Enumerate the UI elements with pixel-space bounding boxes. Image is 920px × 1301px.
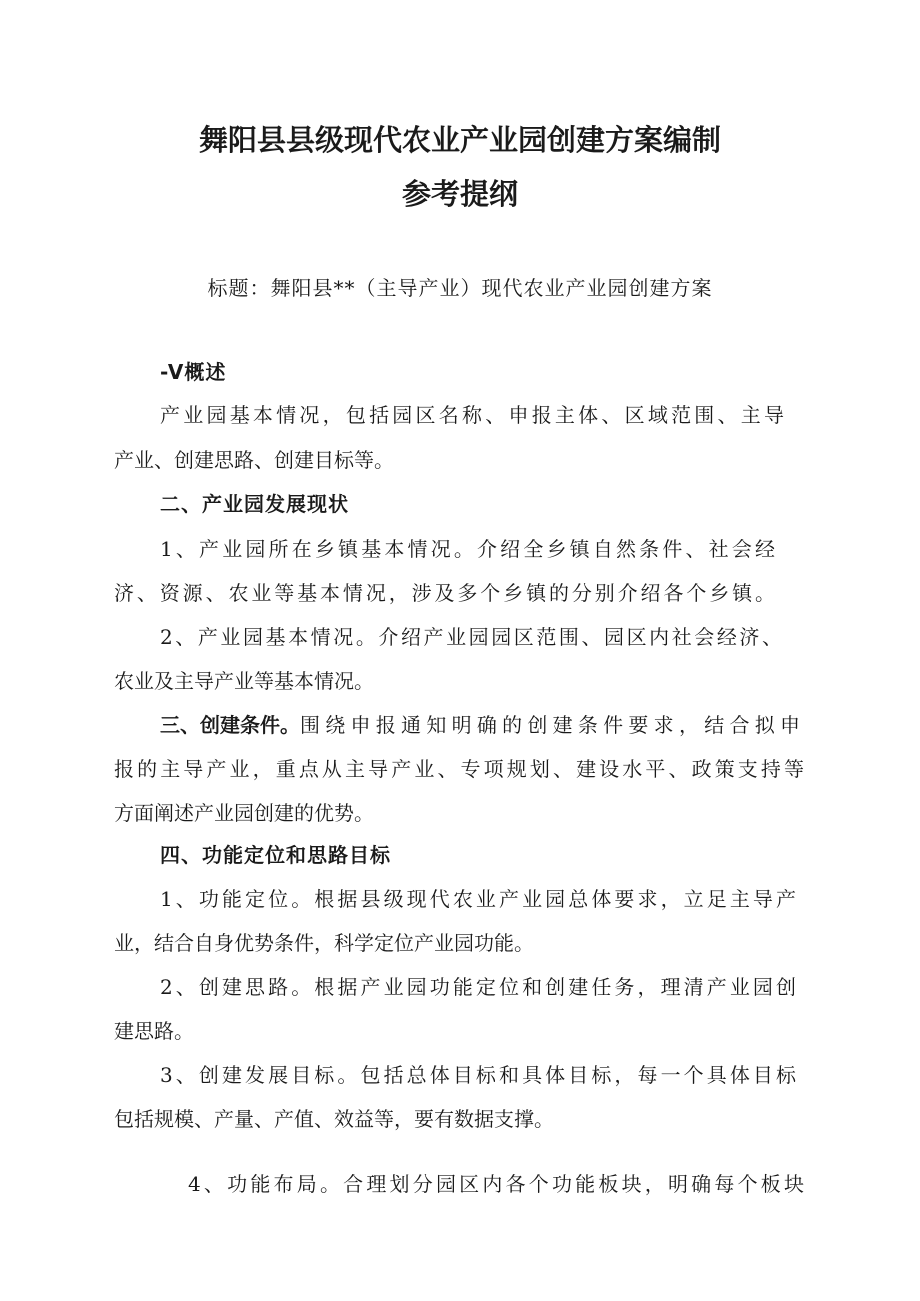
document-title-line2: 参考提纲 (401, 177, 518, 211)
section3-line1 (160, 715, 800, 735)
section4-item3-line2: 包括规模、产量、产值、效益等，要有数据支撑。 (114, 1107, 554, 1131)
section3-line3: 方面阐述产业园创建的优势。 (114, 801, 374, 825)
document-subtitle: 标题：舞阳县**（主导产业）现代农业产业园创建方案 (207, 276, 713, 300)
section2-item1-line2: 济、资源、农业等基本情况，涉及多个乡镇的分别介绍各个乡镇。 (114, 581, 775, 605)
section4-heading: 四、功能定位和思路目标 (160, 843, 391, 867)
section4-item1-line1: 1、功能定位。根据县级现代农业产业园总体要求，立足主导产 (160, 887, 796, 911)
section4-item2-line2: 建思路。 (114, 1019, 194, 1043)
section4-item4-line1: 4、功能布局。合理划分园区内各个功能板块，明确每个板块 (188, 1172, 804, 1196)
section2-heading: 二、产业园发展现状 (160, 492, 349, 516)
section1-line2: 产业、创建思路、创建目标等。 (114, 448, 394, 472)
document-title-line1: 舞阳县县级现代农业产业园创建方案编制 (198, 123, 721, 157)
section1-heading: -V概述 (160, 360, 227, 384)
section2-item1-line1: 1、产业园所在乡镇基本情况。介绍全乡镇自然条件、社会经 (160, 537, 775, 561)
section3-heading: 三、创建条件。 (160, 713, 300, 737)
section4-item3-line1: 3、创建发展目标。包括总体目标和具体目标，每一个具体目标 (160, 1063, 796, 1087)
section2-item2-line1: 2、产业园基本情况。介绍产业园园区范围、园区内社会经济、 (160, 625, 782, 649)
section2-item2-line2: 农业及主导产业等基本情况。 (114, 669, 374, 693)
section4-item2-line1: 2、创建思路。根据产业园功能定位和创建任务，理清产业园创 (160, 975, 796, 999)
section4-item1-line2: 业，结合自身优势条件，科学定位产业园功能。 (114, 931, 534, 955)
section3-line2: 报的主导产业，重点从主导产业、专项规划、建设水平、政策支持等 (114, 757, 804, 781)
section3-line1-text: 围绕申报通知明确的创建条件要求，结合拟申 (300, 713, 800, 737)
section1-line1: 产业园基本情况，包括园区名称、申报主体、区域范围、主导 (160, 403, 784, 427)
